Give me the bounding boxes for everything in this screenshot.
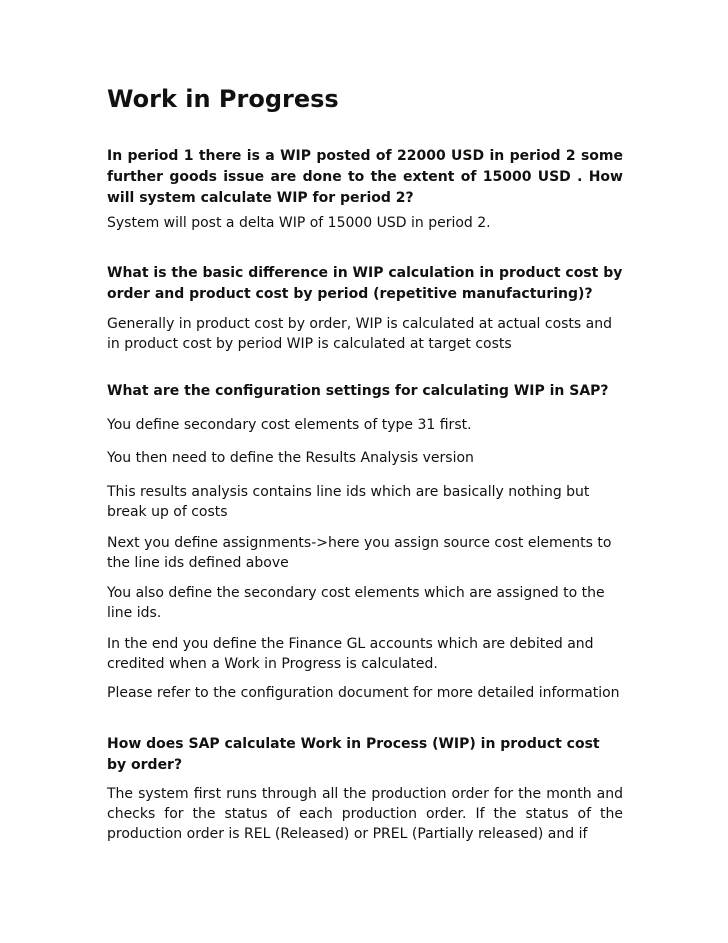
question-2: What is the basic difference in WIP calculation in product cost by order and product cost by period (repetitive manufacturing)?	[107, 265, 623, 302]
answer-3-line-2: You then need to define the Results Analysis version	[107, 450, 474, 466]
answer-3-line-5: You also define the secondary cost elements which are assigned to the line ids.	[107, 585, 605, 621]
answer-3-line-7: Please refer to the configuration document for more detailed information	[107, 685, 620, 701]
answer-3-line-4: Next you define assignments->here you assign source cost elements to the line ids defined above	[107, 535, 612, 571]
question-3: What are the configuration settings for calculating WIP in SAP?	[107, 383, 609, 399]
page-title: Work in Progress	[107, 85, 339, 113]
answer-2: Generally in product cost by order, WIP is calculated at actual costs and in product cost by period WIP is calculated at target costs	[107, 316, 613, 352]
question-1: In period 1 there is a WIP posted of 22000 USD in period 2 some further goods issue are done to the extent of 15000 USD . How will system calculate WIP for period 2?	[107, 148, 623, 206]
answer-3-line-3: This results analysis contains line ids which are basically nothing but break up of costs	[107, 484, 590, 520]
answer-3-line-6: In the end you define the Finance GL accounts which are debited and credited when a Work in Progress is calculated.	[107, 636, 594, 672]
answer-1: System will post a delta WIP of 15000 USD in period 2.	[107, 215, 491, 231]
answer-3-line-1: You define secondary cost elements of type 31 first.	[107, 417, 472, 433]
answer-4: The system first runs through all the production order for the month and checks for the status of each production order. If the status of the production order is REL (Released) or PREL (Partially released) and if	[107, 786, 623, 842]
question-4: How does SAP calculate Work in Process (WIP) in product cost by order?	[107, 736, 600, 773]
